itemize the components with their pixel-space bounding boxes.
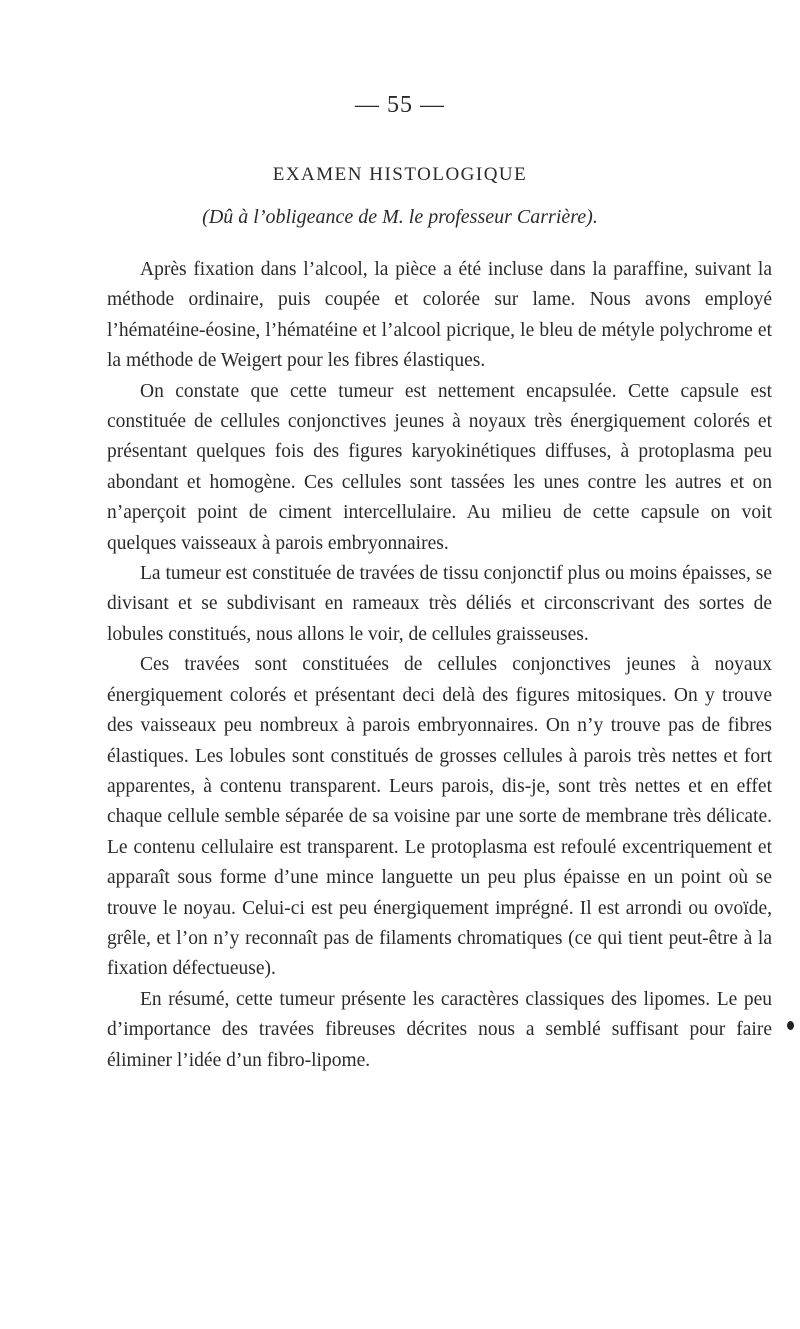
paragraph-resume: En résumé, cette tumeur présente les caractères classiques des lipomes. Le peu d’importance des travées fibreuses décrites nous a semblé suffisant pour faire éliminer l’idée d’un fibro-lipome. [107,988,772,1071]
paragraph-fixation: Après fixation dans l’alcool, la pièce a été incluse dans la paraffine, suivant la méthode ordinaire, puis coupée et colorée sur lame. Nous avons employé l’hématéine-éosine, l’hématéine et l’alcool picrique, le bleu de métyle polychrome et la méthode de Weigert pour les fibres élastiques. [107,259,772,372]
section-title: EXAMEN HISTOLOGIQUE [272,164,528,185]
paragraph-capsule: On constate que cette tumeur est nettement encapsulée. Cette capsule est constituée de cellules conjonctives jeunes à noyaux très énergiquement colorés et présentant quelques fois des figures karyokinétiques diffuses, à protoplasma peu abondant et homogène. Ces cellules sont tassées les unes contre les autres et on n’aperçoit point de ciment intercellulaire. Au milieu de cette capsule on voit quelques vaisseaux à parois embryonnaires. [107,380,772,554]
page-number: — 55 — [355,92,445,118]
ink-spot [787,1021,794,1030]
section-subtitle: (Dû à l’obligeance de M. le professeur Carrière). [202,206,598,228]
paragraph-travees: Ces travées sont constituées de cellules conjonctives jeunes à noyaux énergiquement colorés et présentant deci delà des figures mitosiques. On y trouve des vaisseaux peu nombreux à parois embryonnaires. On n’y trouve pas de fibres élastiques. Les lobules sont constitués de grosses cellules à parois très nettes et fort apparentes, à contenu transparent. Leurs parois, dis-je, sont très nettes et en effet chaque cellule semble séparée de sa voisine par une sorte de membrane très délicate. Le contenu cellulaire est transparent. Le protoplasma est refoulé excentriquement et apparaît sous forme d’une mince languette un peu plus épaisse en un point où se trouve le noyau. Celui-ci est peu énergiquement imprégné. Il est arrondi ou ovoïde, grêle, et l’on n’y reconnaît pas de filaments chromatiques (ce qui tient peut-être à la fixation défectueuse). [107,654,772,980]
body-text [107,255,772,1076]
paragraph-tumeur: La tumeur est constituée de travées de tissu conjonctif plus ou moins épaisses, se divisant et se subdivisant en rameaux très déliés et circonscrivant des sortes de lobules constitués, nous allons le voir, de cellules graisseuses. [107,563,772,645]
